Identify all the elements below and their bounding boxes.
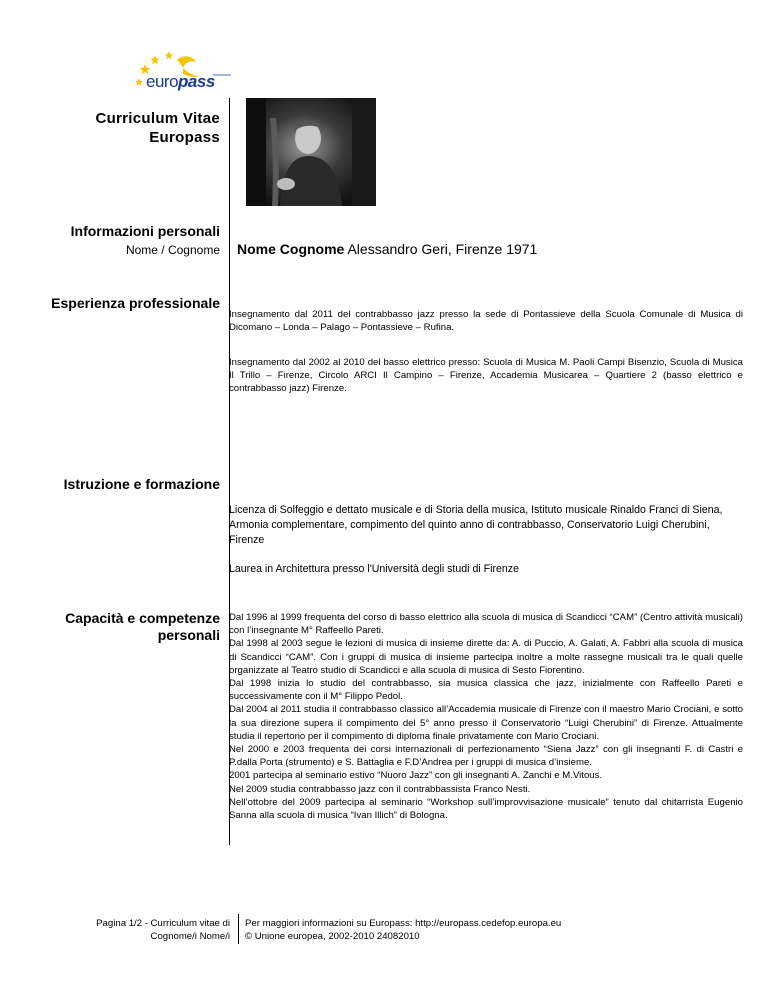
name-value: Alessandro Geri, Firenze 1971 <box>347 241 538 257</box>
footer-page-info <box>96 917 230 943</box>
footer-right-line2: © Unione europea, 2002-2010 24082010 <box>245 931 420 942</box>
footer-left-line1: Pagina 1/2 - Curriculum vitae di <box>96 918 230 929</box>
experience-item-1: Insegnamento dal 2011 del contrabbasso jazz presso la sede di Pontassieve della Scuola Comunale di Musica di Dicomano – Londa – Palago – Pontassieve – Rufina. <box>229 309 743 334</box>
experience-item-2: Insegnamento dal 2002 al 2010 del basso elettrico presso: Scuola di Musica M. Paoli Campi Bisenzio, Scuola di Musica Il Trillo – Firenze, Circolo ARCI Il Campino – Firenze, Accademia Musicarea – Quartiere 2 (basso elettrico e contrabbasso jazz) Firenze. <box>229 357 743 395</box>
skills-heading <box>65 610 220 644</box>
skills-text <box>229 611 743 822</box>
personal-info-heading: Informazioni personali <box>70 223 220 239</box>
cv-title <box>95 109 220 147</box>
education-item-2: Laurea in Architettura presso l'Università degli studi di Firenze <box>229 563 519 575</box>
skills-item: Dal 1996 al 1999 frequenta del corso di basso elettrico alla scuola di musica di Scandicci “CAM” (Centro attività musicali) con l’insegnante M° Raffeello Pareti. <box>229 612 743 637</box>
europass-logo-text: europass <box>146 72 215 91</box>
skills-item: Nell’ottobre del 2009 partecipa al seminario “Workshop sull’improvvisazione musicale” tenuto dal chitarrista Eugenio Sanna alla scuola di musica “Ivan Illich” di Bologna. <box>229 796 743 822</box>
skills-item: Dal 1998 al 2003 segue le lezioni di musica di insieme dirette da: A. di Puccio, A. Galati, A. Fabbri alla scuola di musica di Scandicci “CAM”. Con i gruppi di musica di insieme partecipa inoltre a molte rassegne musicali tra le quali quelle organizzate al Teatro studio di Scandicci e alla scuola di musica di Sesto Fiorentino. <box>229 638 743 676</box>
footer-right-line1: Per maggiori informazioni su Europass: http://europass.cedefop.europa.eu <box>245 918 562 929</box>
education-heading: Istruzione e formazione <box>63 476 220 492</box>
experience-heading: Esperienza professionale <box>51 295 220 311</box>
skills-item: Nel 2009 studia contrabbasso jazz con il contrabbassista Franco Nesti. <box>229 783 531 795</box>
cv-title-line2: Europass <box>149 129 220 146</box>
education-item-1: Licenza di Solfeggio e dettato musicale e di Storia della musica, Istituto musicale Rinaldo Franci di Siena, Armonia complementare, compimento del quinto anno di contrabbasso, Conservatorio Luigi Cherubini, Firenze <box>229 504 723 546</box>
name-key: Nome Cognome <box>237 241 345 257</box>
skills-heading-line2: personali <box>157 627 220 643</box>
skills-item: Nel 2000 e 2003 frequenta dei corsi internazionali di perfezionamento “Siena Jazz” con gli insegnanti F. di Castri e P.dalla Porta (strumento) e S. Battaglia e F.D’Andrea per i gruppi di musica d’insieme. <box>229 744 743 769</box>
profile-photo <box>246 98 376 206</box>
footer-left-line2: Cognome/i Nome/i <box>150 931 230 942</box>
name-label: Nome / Cognome <box>125 243 220 257</box>
skills-item: 2001 partecipa al seminario estivo “Nuoro Jazz” con gli insegnanti A. Zanchi e M.Vitous. <box>229 770 603 782</box>
skills-item: Dal 2004 al 2011 studia il contrabbasso classico all’Accademia musicale di Firenze con il maestro Mario Crociani, e sotto la sua direzione supera il compimento del 5° anno presso il Conservatorio “Luigi Cherubini” di Firenze. Attualmente studia il repertorio per il compimento di diploma finale privatamente con Mario Crociani. <box>229 704 743 742</box>
footer-info <box>245 917 561 943</box>
skills-heading-line1: Capacità e competenze <box>65 610 220 626</box>
skills-item: Dal 1998 inizia lo studio del contrabbasso, sia musica classica che jazz, inizialmente con Raffeello Pareti e successivamente con il M° Filippo Pedol. <box>229 678 743 703</box>
name-line <box>237 241 537 257</box>
cv-title-line1: Curriculum Vitae <box>95 110 220 127</box>
footer-divider <box>238 914 239 944</box>
